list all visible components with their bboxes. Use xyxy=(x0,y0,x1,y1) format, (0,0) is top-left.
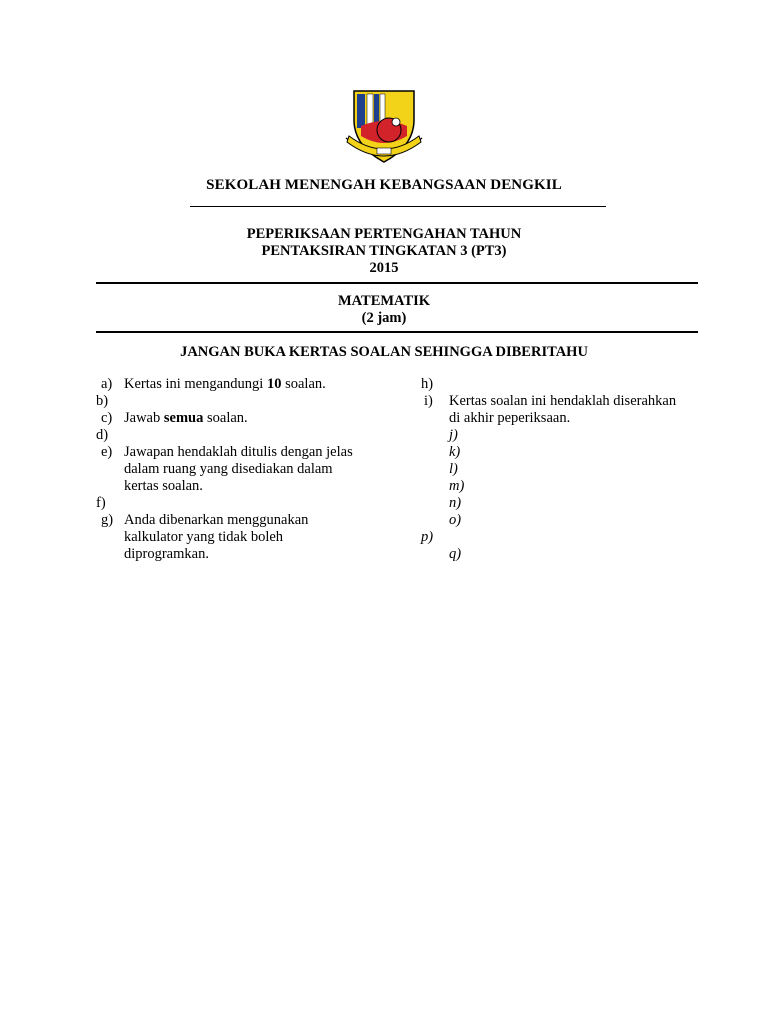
instruction-label: q) xyxy=(449,546,462,562)
divider xyxy=(190,206,606,207)
divider xyxy=(96,331,698,333)
subject-duration: (2 jam) xyxy=(361,310,407,326)
instruction-label: p) xyxy=(421,529,434,545)
instruction-label: c) xyxy=(101,410,113,426)
instruction-text-line: dalam ruang yang disediakan dalam xyxy=(124,461,333,477)
instruction-label: e) xyxy=(101,444,113,460)
warning-text: JANGAN BUKA KERTAS SOALAN SEHINGGA DIBERITAHU xyxy=(180,344,588,360)
instruction-label: l) xyxy=(449,461,458,477)
instruction-label: d) xyxy=(96,427,109,443)
instruction-text-line: Kertas soalan ini hendaklah diserahkan xyxy=(449,393,677,409)
exam-title xyxy=(0,226,768,277)
instruction-label: m) xyxy=(449,478,465,494)
instruction-label: b) xyxy=(96,393,109,409)
instruction-text-line: diprogramkan. xyxy=(124,546,209,562)
instruction-label: j) xyxy=(449,427,458,443)
exam-title-line2: PENTAKSIRAN TINGKATAN 3 (PT3) xyxy=(261,243,507,259)
subject-block xyxy=(0,293,768,327)
instruction-label: f) xyxy=(96,495,106,511)
school-name: SEKOLAH MENENGAH KEBANGSAAN DENGKIL xyxy=(206,177,562,193)
school-crest-icon xyxy=(343,86,425,168)
instruction-label: o) xyxy=(449,512,462,528)
instruction-text: Kertas ini mengandungi 10 soalan. xyxy=(124,376,326,392)
instruction-label: k) xyxy=(449,444,461,460)
exam-title-line1: PEPERIKSAAN PERTENGAHAN TAHUN xyxy=(246,226,522,242)
instruction-text-line: kalkulator yang tidak boleh xyxy=(124,529,284,545)
exam-year: 2015 xyxy=(369,260,399,276)
instruction-text-line: Anda dibenarkan menggunakan xyxy=(124,512,309,528)
instruction-label: g) xyxy=(101,512,114,528)
instruction-text-line: kertas soalan. xyxy=(124,478,203,494)
instruction-text: Jawab semua soalan. xyxy=(124,410,248,426)
instruction-label: a) xyxy=(101,376,113,392)
instruction-text-line: Jawapan hendaklah ditulis dengan jelas xyxy=(124,444,353,460)
instruction-label: i) xyxy=(424,393,433,409)
subject-name: MATEMATIK xyxy=(337,293,431,309)
instruction-text-line: di akhir peperiksaan. xyxy=(449,410,571,426)
instruction-label: h) xyxy=(421,376,434,392)
instruction-label: n) xyxy=(449,495,462,511)
divider xyxy=(96,282,698,284)
